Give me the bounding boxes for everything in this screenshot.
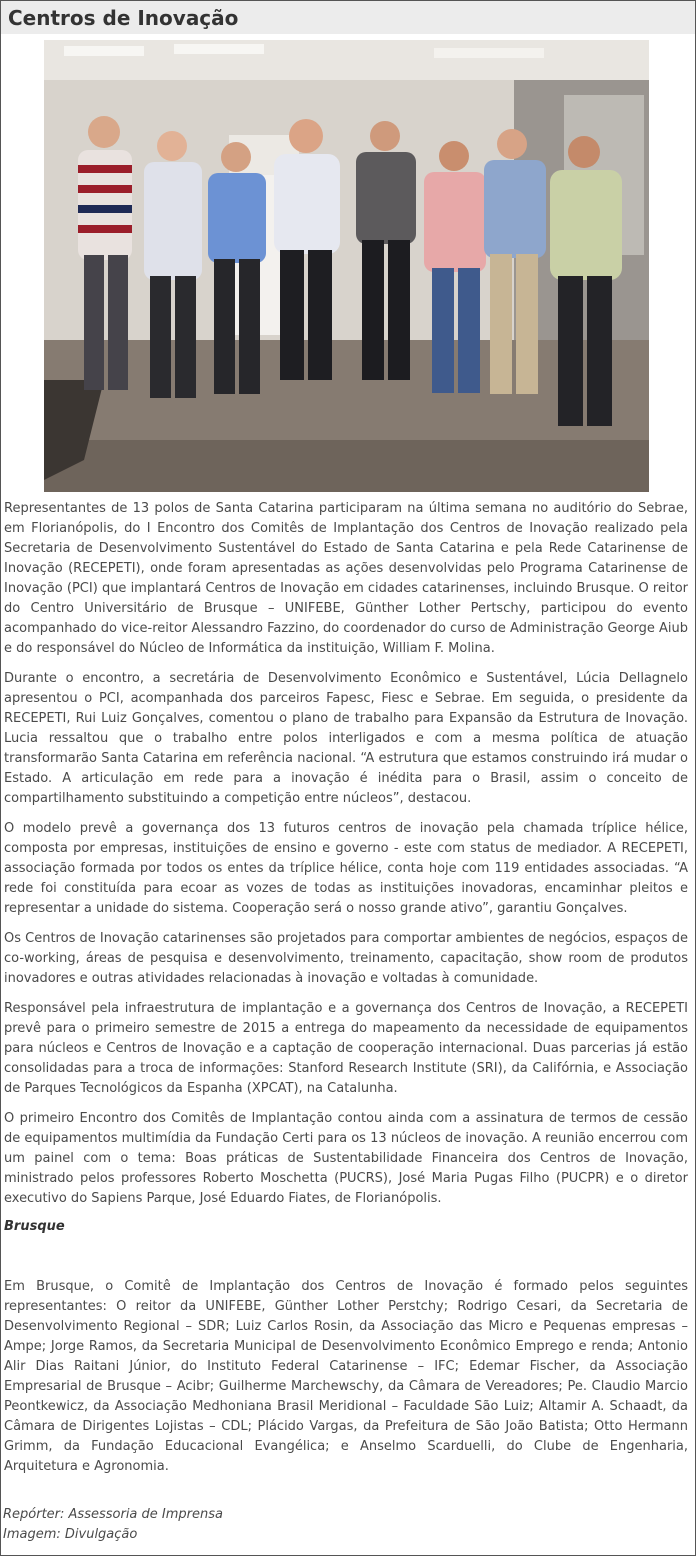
article-paragraph: O primeiro Encontro dos Comitês de Implantação contou ainda com a assinatura de termos de cessão de equipamentos multimídia da Fundação Certi para os 13 núcleos de inovação. A reunião encerrou com um painel com o tema: Boas práticas de Sustentabilidade Financeira dos Centros de Inovação, ministrado pelos professores Roberto Moschetta (PUCRS), José Maria Pugas Filho (PUCPR) e o diretor executivo do Sapiens Parque, José Eduardo Fiates, de Florianópolis. bbox=[4, 1111, 688, 1206]
brusque-section bbox=[4, 1277, 688, 1477]
title-bar bbox=[1, 1, 695, 34]
article-body bbox=[4, 499, 688, 1219]
article-paragraph: Durante o encontro, a secretária de Desenvolvimento Econômico e Sustentável, Lúcia Dellagnelo apresentou o PCI, acompanhada dos parceiros Fapesc, Fiesc e Sebrae. Em seguida, o presidente da RECEPETI, Rui Luiz Gonçalves, comentou o plano de trabalho para Expansão da Estrutura de Inovação. Lucia ressaltou que o trabalho entre polos interligados e com a mesma política de atuação transformarão Santa Catarina em referência nacional. “A estrutura que estamos construindo irá mudar o Estado. A articulação em rede para a inovação é inédita para o Brasil, assim o conceito de compartilhamento substituindo a competição entre núcleos”, destacou. bbox=[4, 671, 688, 806]
section-subheading: Brusque bbox=[4, 1219, 65, 1234]
article-paragraph: O modelo prevê a governança dos 13 futuros centros de inovação pela chamada tríplice hélice, composta por empresas, instituições de ensino e governo - este com status de mediador. A RECEPETI, associação formada por todos os entes da tríplice hélice, conta hoje com 119 entidades associadas. “A rede foi constituída para ecoar as vozes de todas as instituições inovadoras, encaminhar pleitos e representar a unidade do sistema. Cooperação será o nosso grande ativo”, garantiu Gonçalves. bbox=[4, 821, 688, 916]
brusque-paragraph: Em Brusque, o Comitê de Implantação dos Centros de Inovação é formado pelos seguintes representantes: O reitor da UNIFEBE, Günther Lother Perstchy; Rodrigo Cesari, da Secretaria de Desenvolvimento Regional – SDR; Luiz Carlos Rosin, da Associação das Micro e Pequenas empresas – Ampe; Jorge Ramos, da Secretaria Municipal de Desenvolvimento Econômico Emprego e renda; Antonio Alir Dias Raitani Júnior, do Instituto Federal Catarinense – IFC; Edemar Fischer, da Associação Empresarial de Brusque – Acibr; Guilherme Marchewschy, da Câmara de Vereadores; Pe. Claudio Marcio Peontkewicz, da Associação Medhoniana Brasil Meridional – Faculdade São Luiz; Altamir A. Schaadt, da Câmara de Dirigentes Lojistas – CDL; Plácido Vargas, da Prefeitura de São João Batista; Otto Hermann Grimm, da Fundação Educacional Evangélica; e Anselmo Scarduelli, do Clube de Engenharia, Arquitetura e Agronomia. bbox=[4, 1279, 688, 1474]
article-paragraph: Os Centros de Inovação catarinenses são projetados para comportar ambientes de negócios, espaços de co-working, áreas de pesquisa e desenvolvimento, treinamento, capacitação, show room de produtos inovadores e outras atividades relacionadas à inovação e voltadas à comunidade. bbox=[4, 931, 688, 986]
article-photo bbox=[44, 40, 649, 492]
reporter-credit: Repórter: Assessoria de Imprensa bbox=[3, 1507, 223, 1522]
article-paragraph: Representantes de 13 polos de Santa Catarina participaram na última semana no auditório do Sebrae, em Florianópolis, do I Encontro dos Comitês de Implantação dos Centros de Inovação realizado pela Secretaria de Desenvolvimento Sustentável do Estado de Santa Catarina e pela Rede Catarinense de Inovação (RECEPETI), onde foram apresentadas as ações desenvolvidas pelo Programa Catarinense de Inovação (PCI) que implantará Centros de Inovação em cidades catarinenses, incluindo Brusque. O reitor do Centro Universitário de Brusque – UNIFEBE, Günther Lother Pertschy, participou do evento acompanhado do vice-reitor Alessandro Fazzino, do coordenador do curso de Administração George Aiub e do responsável do Núcleo de Informática da instituição, William F. Molina. bbox=[4, 501, 688, 656]
image-credit: Imagem: Divulgação bbox=[3, 1527, 138, 1542]
page-title: Centros de Inovação bbox=[8, 6, 239, 30]
article-paragraph: Responsável pela infraestrutura de implantação e a governança dos Centros de Inovação, a RECEPETI prevê para o primeiro semestre de 2015 a entrega do mapeamento da necessidade de equipamentos para núcleos e Centros de Inovação e a captação de cooperação internacional. Duas parcerias já estão consolidadas para a troca de informações: Stanford Research Institute (SRI), da Califórnia, e Associação de Parques Tecnológicos da Espanha (XPCAT), na Catalunha. bbox=[4, 1001, 688, 1096]
credits bbox=[3, 1505, 223, 1545]
